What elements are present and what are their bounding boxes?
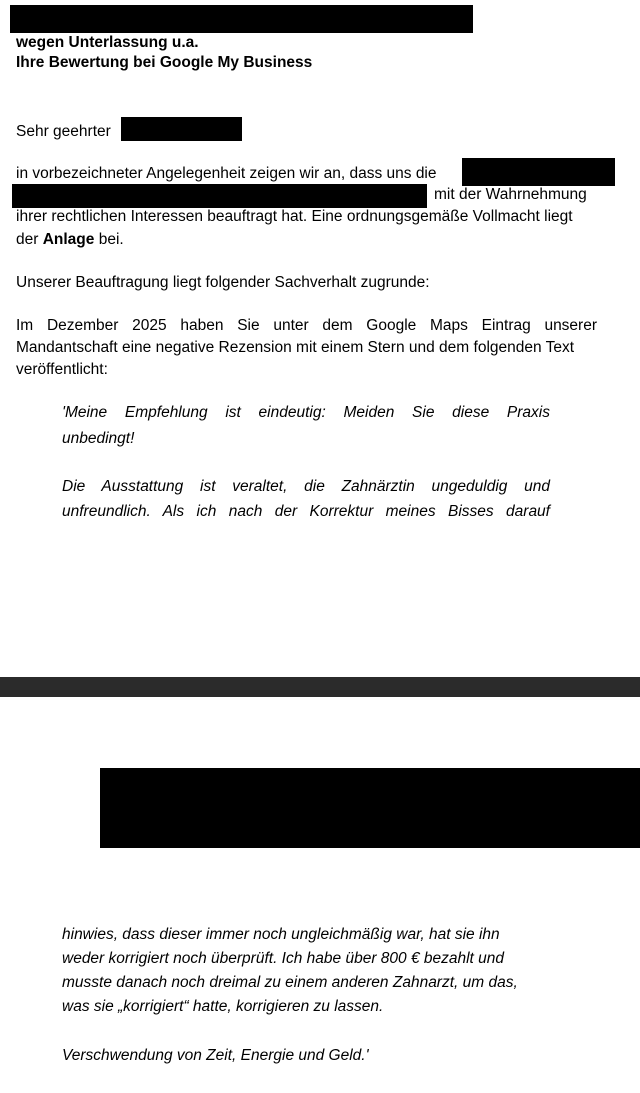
para1-line-1: in vorbezeichneter Angelegenheit zeigen wir an, dass uns die — [16, 165, 437, 182]
attachment-label: Anlage — [42, 231, 95, 248]
quote-bottom-line-4: was sie „korrigiert“ hatte, korrigieren zu lassen. — [62, 998, 384, 1015]
para1-line-2: mit der Wahrnehmung — [434, 186, 587, 203]
redaction-client-2 — [12, 184, 427, 208]
redaction-name — [121, 117, 242, 141]
quote-bottom-line-1: hinwies, dass dieser immer noch ungleichmäßig war, hat sie ihn — [62, 926, 500, 943]
subject-line-2: Ihre Bewertung bei Google My Business — [16, 54, 313, 71]
para3-line-1: Im Dezember 2025 haben Sie unter dem Google Maps Eintrag unserer — [16, 317, 597, 334]
para1-line-3: ihrer rechtlichen Interessen beauftragt hat. Eine ordnungsgemäße Vollmacht liegt — [16, 208, 573, 225]
redaction-client-1 — [462, 158, 615, 186]
para1-line-4-pre: der — [16, 231, 39, 248]
para1-line-4 — [16, 230, 124, 250]
page-separator — [0, 677, 640, 697]
quote-bottom-line-2: weder korrigiert noch überprüft. Ich habe über 800 € bezahlt und — [62, 950, 505, 967]
quote-top-line-2: unbedingt! — [62, 430, 135, 447]
quote-top-line-4: unfreundlich. Als ich nach der Korrektur meines Bisses darauf — [62, 503, 550, 520]
redaction-block — [100, 768, 640, 848]
para1-line-4-post: bei. — [98, 231, 124, 248]
quote-top-line-3: Die Ausstattung ist veraltet, die Zahnärztin ungeduldig und — [62, 478, 550, 495]
para3-line-3: veröffentlicht: — [16, 361, 108, 378]
para2: Unserer Beauftragung liegt folgender Sachverhalt zugrunde: — [16, 274, 430, 291]
para3-line-2: Mandantschaft eine negative Rezension mit einem Stern und dem folgenden Text — [16, 339, 575, 356]
redaction-header — [10, 5, 473, 33]
quote-top-line-1: 'Meine Empfehlung ist eindeutig: Meiden Sie diese Praxis — [62, 404, 550, 421]
salutation: Sehr geehrter — [16, 123, 111, 140]
quote-bottom-line-5: Verschwendung von Zeit, Energie und Geld.' — [62, 1047, 369, 1064]
quote-bottom-line-3: musste danach noch dreimal zu einem anderen Zahnarzt, um das, — [62, 974, 518, 991]
subject-line-1: wegen Unterlassung u.a. — [16, 34, 199, 51]
